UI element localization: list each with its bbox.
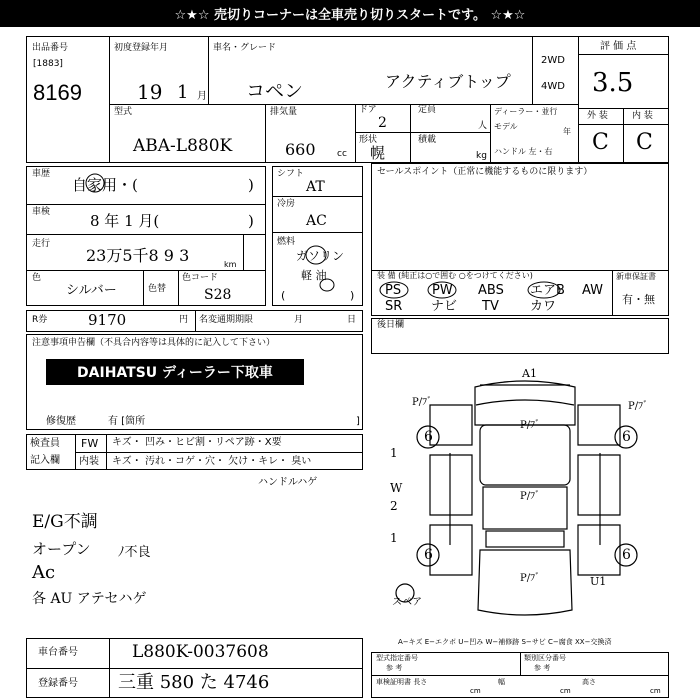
first-reg-month: 1 (177, 82, 189, 103)
diagram-side-mark-2: 2 (390, 499, 398, 513)
note-engine: E/G不調 (32, 512, 98, 532)
spec-width-unit: cm (560, 687, 571, 695)
drive-2wd: 2WD (541, 55, 565, 66)
color-label: 色 (32, 273, 42, 283)
top-banner: ☆★☆ 売切りコーナーは全車売り切りスタートです。 ☆★☆ (0, 0, 700, 27)
repair-close: ] (356, 416, 360, 427)
displacement-value: 660 (285, 140, 316, 159)
equip-tv: TV (482, 299, 499, 314)
interior-items: キズ・ 汚れ・コゲ・穴・ 欠け・キレ・ 臭い (112, 456, 312, 467)
type-label: 型式 (114, 107, 133, 117)
history-label: 車歴 (32, 169, 51, 179)
recycle-label: R券 (32, 315, 48, 325)
inspection-label: 車検 (32, 207, 51, 217)
spec-class-ref: 参 考 (534, 664, 551, 672)
shift-label: シフト (277, 169, 305, 179)
tax-label: 名変通期期限 (199, 315, 254, 325)
first-reg-label: 初度登録年月 (114, 43, 169, 53)
capacity-label: 定員 (418, 105, 437, 115)
fuel-paren-close: ) (350, 289, 355, 302)
diagram-a1: A1 (522, 367, 537, 380)
diagram-pu-roof: P/ﾌﾞ (520, 491, 541, 502)
after-memo-box (371, 318, 669, 354)
lot-number: 8169 (33, 80, 82, 105)
mileage-label: 走行 (32, 239, 51, 249)
load-unit: kg (476, 151, 487, 161)
fuel-paren-open: ( (281, 289, 286, 302)
fuel-label: 燃料 (277, 237, 296, 247)
shape-label: 形状 (359, 135, 378, 145)
history-value: 自家用・( (72, 176, 138, 194)
handle-wear-note: ハンドルハゲ (258, 477, 318, 488)
diagram-pu-hood: P/ﾌﾞ (520, 420, 541, 431)
note-open: オープン (32, 540, 91, 558)
spec-length-unit: cm (470, 687, 481, 695)
tax-month: 月 (294, 315, 304, 325)
diagram-tire-rl: 6 (424, 547, 433, 563)
diagram-side-mark-w: W (390, 481, 403, 495)
ac-value: AC (306, 213, 327, 229)
first-reg-month-unit: 月 (197, 91, 207, 102)
diagram-u1: U1 (590, 575, 607, 588)
inspector-label: 検査員 (30, 438, 60, 449)
diagram-side-mark-3: 1 (390, 531, 398, 545)
chassis-label: 車台番号 (38, 647, 78, 658)
capacity-unit: 人 (478, 121, 488, 131)
exterior-label: 外 装 (587, 111, 608, 121)
diagram-pu-trunk: P/ﾌﾞ (520, 573, 541, 584)
equip-leather: カワ (530, 299, 557, 314)
interior-row-label: 内装 (79, 456, 99, 467)
note-wear: 各 AU アテセハゲ (32, 591, 147, 607)
dealer-trade-in-tag: DAIHATSU ディーラー下取車 (46, 359, 304, 385)
inspection-value: 8 年 1 月( (90, 212, 160, 230)
spec-height-unit: cm (650, 687, 661, 695)
diagram-tire-rr: 6 (622, 547, 631, 563)
spec-type-ref: 参 考 (386, 664, 403, 672)
fuel-gasoline: ガソリン (296, 249, 345, 263)
recycle-value: 9170 (88, 311, 127, 329)
doors-label: ドア (359, 105, 377, 115)
inspection-close: ) (248, 212, 254, 230)
car-name: コペン (246, 80, 304, 102)
equip-aw: AW (582, 283, 604, 298)
fuel-diesel: 軽 油 (301, 269, 327, 282)
doors-value: 2 (378, 115, 387, 131)
type-value: ABA-L880K (133, 136, 233, 156)
repair-value: 有 [箇所 (108, 416, 146, 427)
sales-point-label: セールスポイント（正常に機能するものに限ります） (377, 167, 593, 177)
displacement-label: 排気量 (270, 107, 298, 117)
load-label: 積載 (418, 135, 437, 145)
spare-label: スペア (392, 597, 422, 608)
note-open-fault: ﾉ不良 (118, 545, 151, 560)
new-car-warranty-label: 新車保証書 (616, 272, 656, 281)
displacement-unit: cc (337, 149, 347, 159)
recycle-unit: 円 (179, 315, 189, 325)
tax-day: 日 (347, 315, 357, 325)
lot-label: 出品番号 (32, 43, 69, 53)
fw-label: FW (81, 437, 99, 450)
note-ac: Ac (32, 562, 56, 583)
score-label: 評 価 点 (600, 41, 637, 52)
entry-label: 記入欄 (30, 455, 60, 466)
mileage-unit: km (224, 260, 237, 269)
reg-value: 三重 580 た 4746 (118, 672, 270, 693)
notes-label: 注意事項申告欄（不具合内容等は具体的に記入して下さい） (32, 338, 276, 348)
dealer-import-label: ディーラー・並行 (494, 107, 558, 116)
equip-sr: SR (385, 299, 403, 314)
spec-length: 車検証明書 長さ (376, 678, 428, 686)
damage-legend: A−キズ E−エクボ U−凹み W−補修跡 S−サビ C−腐食 XX−交換済 (398, 638, 612, 646)
equip-ps: PS (385, 283, 402, 298)
reg-label: 登録番号 (38, 678, 78, 689)
exterior-grade: C (592, 130, 609, 155)
repair-label: 修復歴 (46, 416, 76, 427)
model-year-unit: 年 (563, 127, 571, 136)
spec-class-number: 類別区分番号 (524, 654, 566, 662)
equip-airbag: エアB (530, 283, 565, 298)
equipment-label: 装 備 (純正は○で囲む ○をつけてください) (377, 271, 533, 280)
score-value: 3.5 (592, 68, 634, 98)
shift-value: AT (306, 179, 325, 195)
drive-4wd: 4WD (541, 81, 565, 92)
diagram-pu-front-right: P/ﾌﾞ (628, 401, 649, 412)
lot-bracket: [1883] (33, 59, 63, 69)
diagram-side-mark-1: 1 (390, 446, 398, 460)
color-change-label: 色替 (148, 284, 167, 294)
shape-value: 幌 (370, 144, 386, 162)
handle-label: ハンドル 左・右 (494, 147, 553, 156)
spec-width: 幅 (498, 678, 505, 686)
interior-label: 内 装 (632, 111, 653, 121)
diagram-pu-front-left: P/ﾌﾞ (412, 397, 433, 408)
equip-abs: ABS (478, 283, 504, 298)
color-value: シルバー (66, 283, 117, 298)
color-code-label: 色コード (182, 273, 219, 283)
mileage-value: 23万5千8 9 3 (86, 246, 190, 265)
color-code-value: S28 (204, 287, 232, 303)
after-memo-label: 後日欄 (377, 320, 405, 330)
spec-height: 高さ (582, 678, 596, 686)
equip-navi: ナビ (431, 299, 458, 314)
fw-items: キズ・ 凹み・ヒビ割・リペア跡・X要 (112, 437, 282, 448)
interior-grade: C (636, 130, 653, 155)
spec-type-number: 型式指定番号 (376, 654, 418, 662)
equip-pw: PW (432, 283, 453, 298)
model-year-label: モデル (494, 122, 518, 131)
ac-label: 冷房 (277, 199, 296, 209)
diagram-tire-fr: 6 (622, 429, 631, 445)
first-reg-year: 19 (137, 80, 163, 104)
new-car-warranty-value: 有・無 (622, 293, 655, 306)
grade-name: アクティブトップ (385, 72, 511, 91)
diagram-tire-fl: 6 (424, 429, 433, 445)
history-close: ) (248, 176, 254, 194)
model-label: 車名・グレード (213, 43, 277, 53)
chassis-value: L880K-0037608 (132, 642, 269, 662)
